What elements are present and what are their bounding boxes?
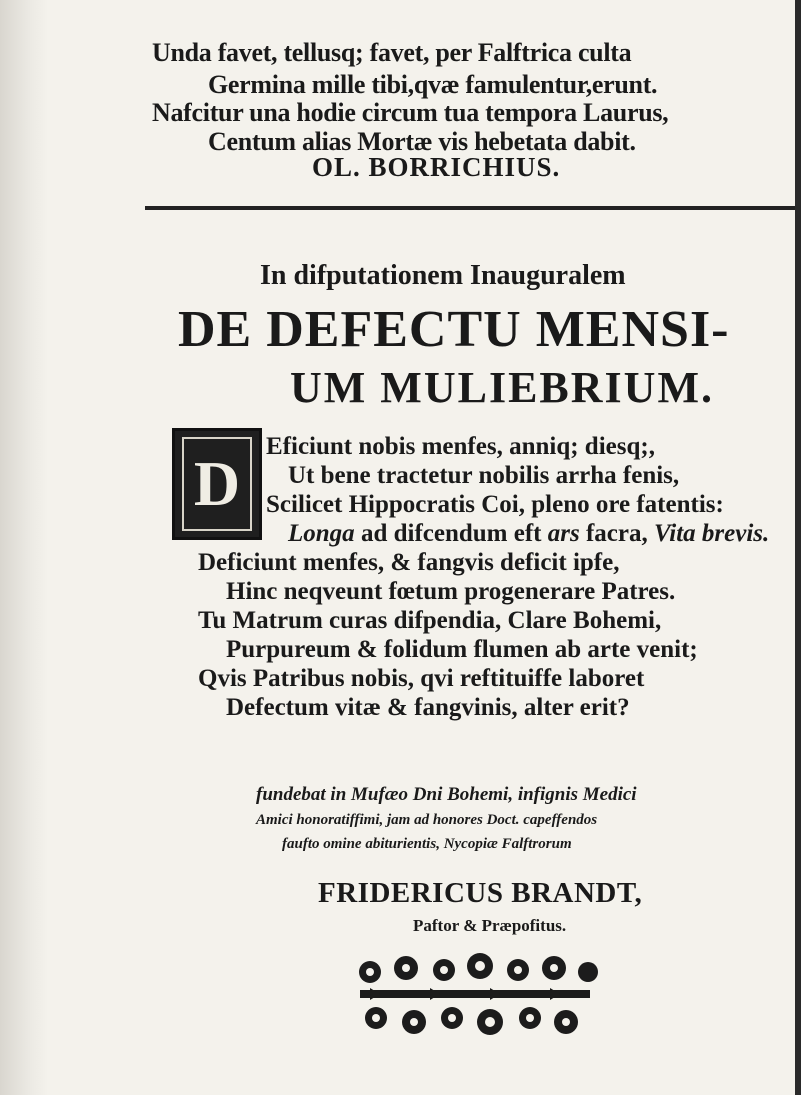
signature-line-2: Amici honoratiffimi, jam ad honores Doct. capeffendos	[256, 812, 598, 828]
poem-top-line-2: Germina mille tibi,qvæ famulentur,erunt.	[208, 70, 658, 99]
signature-name: FRIDERICUS BRANDT,	[318, 877, 643, 909]
poem-word-vita-brevis: Vita brevis.	[654, 520, 770, 547]
poem-top-line-4: Centum alias Mortæ vis hebetata dabit.	[208, 127, 636, 156]
signature-line-1: fundebat in Mufæo Dni Bohemi, infignis Medici	[256, 784, 637, 805]
poem-main-line-9: Qvis Patribus nobis, qvi reftituiffe laboret	[198, 665, 645, 692]
poem-main-line-3: Scilicet Hippocratis Coi, pleno ore fatentis:	[266, 491, 724, 518]
signature-role: Paftor & Præpofitus.	[413, 916, 567, 935]
poem-word-longa: Longa	[288, 520, 355, 547]
poem-main-line-7: Tu Matrum curas difpendia, Clare Bohemi,	[198, 607, 662, 634]
poem-top-line-1: Unda favet, tellusq; favet, per Falftrica culta	[152, 38, 632, 67]
intro-line: In difputationem Inauguralem	[260, 260, 626, 291]
poem-word-segment: ad difcendum eft	[354, 520, 548, 547]
poem-main-line-6: Hinc neqveunt fœtum progenerare Patres.	[226, 578, 676, 605]
signature-line-3: faufto omine abiturientis, Nycopiæ Falftrorum	[282, 836, 572, 852]
poem-word-segment-2: facra,	[579, 520, 654, 547]
title-line-2: UM MULIEBRIUM.	[290, 363, 714, 412]
poem-top-line-3: Nafcitur una hodie circum tua tempora Laurus,	[152, 98, 669, 127]
ornate-initial-icon	[172, 428, 262, 540]
poem-main-line-8: Purpureum & folidum flumen ab arte venit;	[226, 636, 698, 663]
page-edge-right	[795, 0, 801, 1095]
floral-ornament-icon	[340, 952, 610, 1038]
title-line-1: DE DEFECTU MENSI-	[178, 301, 730, 358]
poem-main-line-5: Deficiunt menfes, & fangvis deficit ipfe,	[198, 549, 620, 576]
poem-word-ars: ars	[547, 520, 580, 547]
poem-main-line-1: Eficiunt nobis menfes, anniq; diesq;,	[266, 433, 655, 460]
poem-main-line-10: Defectum vitæ & fangvinis, alter erit?	[226, 694, 630, 721]
poem-main-line-4	[288, 520, 769, 548]
page-shadow-left	[0, 0, 48, 1095]
dropcap-letter: D	[182, 437, 252, 531]
divider-rule	[145, 206, 795, 210]
poem-main-line-2: Ut bene tractetur nobilis arrha fenis,	[288, 462, 680, 489]
poem-top-author: OL. BORRICHIUS.	[312, 152, 561, 182]
